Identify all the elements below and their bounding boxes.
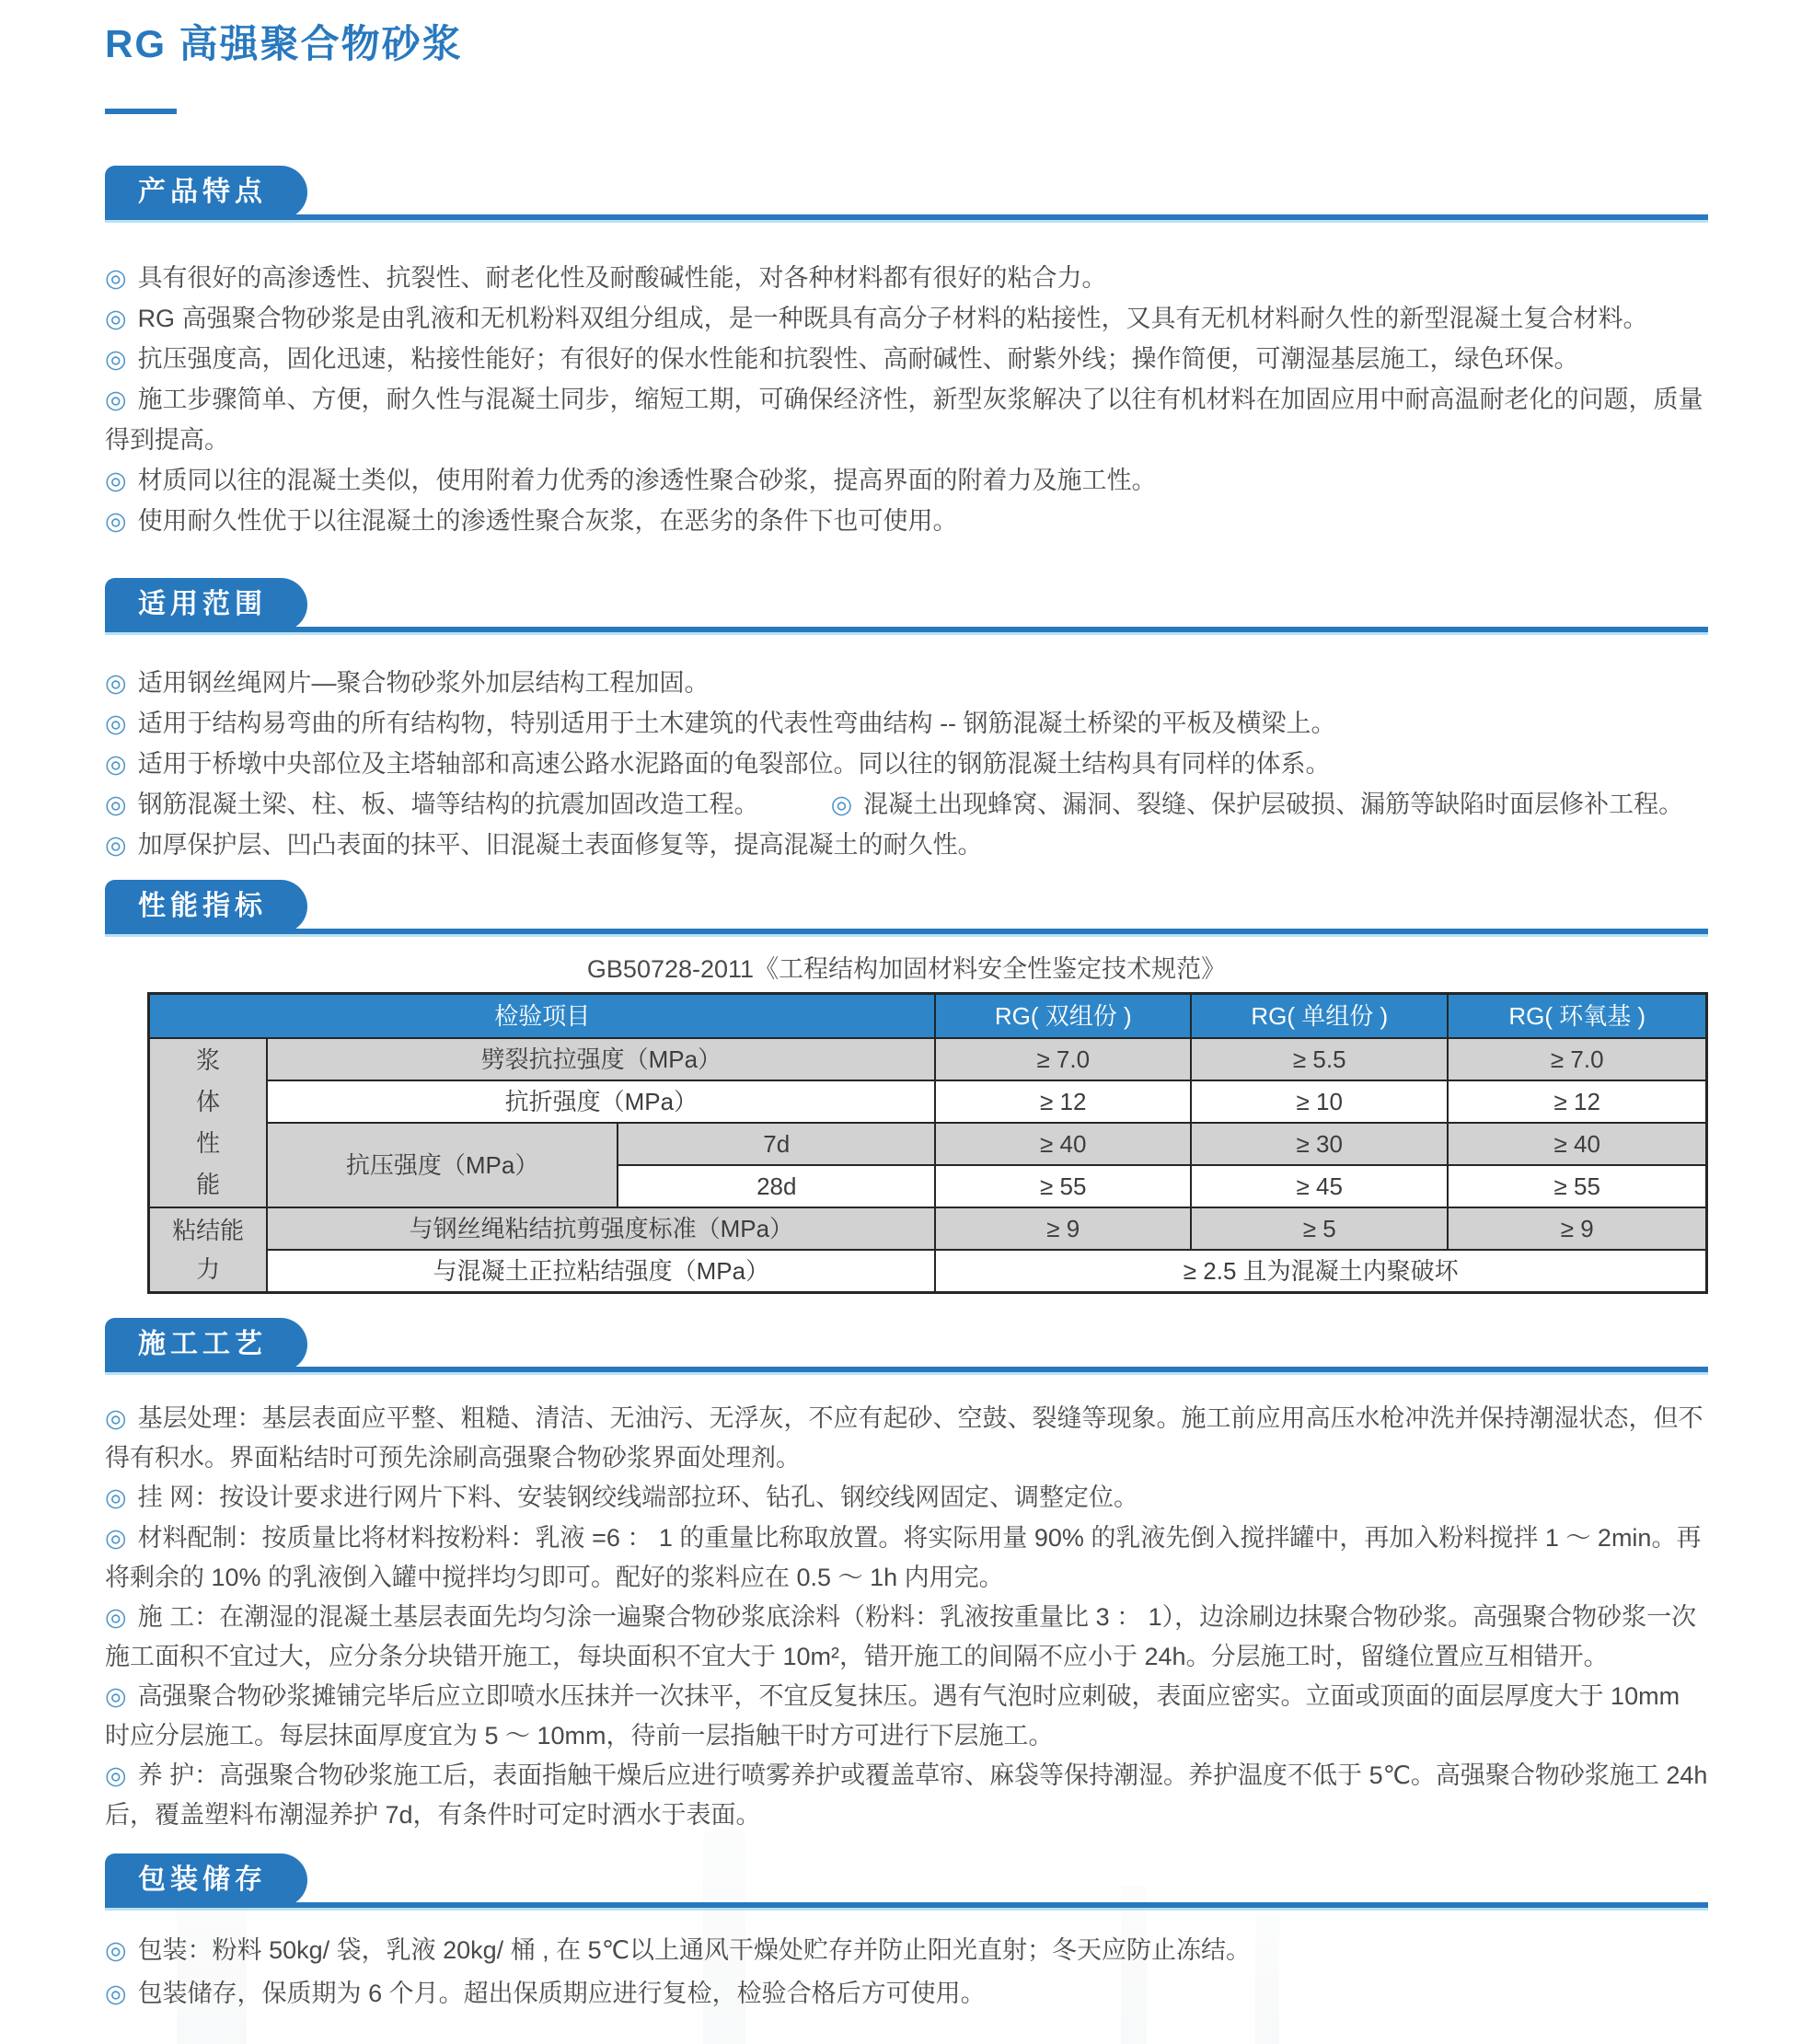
bullet-text: 抗压强度高，固化迅速，粘接性能好；有很好的保水性能和抗裂性、高耐碱性、耐紫外线；操作简便，可潮湿基层施工，绿色环保。 bbox=[137, 345, 1579, 373]
cell-value: ≥ 7.0 bbox=[935, 1038, 1191, 1080]
features-list bbox=[105, 258, 1708, 541]
section-rule bbox=[105, 1367, 1708, 1375]
cell-value: ≥ 55 bbox=[1448, 1165, 1706, 1207]
table-caption: GB50728-2011《工程结构加固材料安全性鉴定技术规范》 bbox=[586, 955, 1227, 983]
section-rule bbox=[105, 929, 1708, 937]
page-title: RG 高强聚合物砂浆 bbox=[105, 22, 463, 65]
sub-label-28d: 28d bbox=[618, 1165, 935, 1207]
bullet-text: 加厚保护层、凹凸表面的抹平、旧混凝土表面修复等，提高混凝土的耐久性。 bbox=[137, 831, 983, 859]
section-process bbox=[105, 1318, 1708, 1835]
bullet-icon: ◎ bbox=[105, 791, 127, 818]
bullet-icon: ◎ bbox=[105, 1936, 127, 1964]
table-row bbox=[149, 1250, 1707, 1293]
col-header-item: 检验项目 bbox=[149, 994, 936, 1039]
col-header-rg2: RG( 双组份 ) bbox=[935, 994, 1191, 1039]
section-header-scope bbox=[105, 578, 1708, 635]
cell-value: ≥ 9 bbox=[1448, 1207, 1706, 1250]
cell-value: ≥ 45 bbox=[1191, 1165, 1448, 1207]
performance-table bbox=[147, 992, 1708, 1294]
section-header-performance bbox=[105, 880, 1708, 937]
cell-value: ≥ 7.0 bbox=[1448, 1038, 1706, 1080]
process-list bbox=[105, 1399, 1708, 1835]
list-item bbox=[105, 1478, 1708, 1519]
col-header-rge: RG( 环氧基 ) bbox=[1448, 994, 1706, 1039]
bullet-icon: ◎ bbox=[105, 1524, 127, 1552]
list-item bbox=[105, 339, 1708, 379]
row-label: 抗折强度（MPa） bbox=[267, 1080, 935, 1123]
cell-value: ≥ 5.5 bbox=[1191, 1038, 1448, 1080]
list-item bbox=[105, 1929, 1708, 1972]
list-item bbox=[105, 1399, 1708, 1478]
bullet-icon: ◎ bbox=[105, 467, 127, 494]
bullet-text: RG 高强聚合物砂浆是由乳液和无机粉料双组分组成，是一种既具有高分子材料的粘接性，又具有无机材料耐久性的新型混凝土复合材料。 bbox=[137, 305, 1648, 332]
section-header-process bbox=[105, 1318, 1708, 1375]
section-badge-process: 施工工艺 bbox=[105, 1318, 307, 1371]
bullet-icon: ◎ bbox=[105, 345, 127, 373]
group-label-slurry: 浆体性能 bbox=[149, 1038, 268, 1207]
list-item bbox=[105, 825, 1708, 865]
cell-value: ≥ 55 bbox=[935, 1165, 1191, 1207]
list-item bbox=[105, 703, 1708, 744]
sub-label-7d: 7d bbox=[618, 1123, 935, 1165]
bullet-text: 钢筋混凝土梁、柱、板、墙等结构的抗震加固改造工程。 bbox=[137, 791, 759, 818]
bullet-text: 适用于桥墩中央部位及主塔轴部和高速公路水泥路面的龟裂部位。同以往的钢筋混凝土结构具有同样的体系。 bbox=[137, 750, 1331, 778]
section-packaging bbox=[105, 1853, 1708, 2015]
list-item bbox=[105, 379, 1708, 460]
bullet-text: 养 护：高强聚合物砂浆施工后，表面指触干燥后应进行喷雾养护或覆盖草帘、麻袋等保持潮湿。养护温度不低于 5℃。高强聚合物砂浆施工 24h 后，覆盖塑料布潮湿养护 7d，有条件时可定时洒水于表面。 bbox=[105, 1761, 1708, 1829]
bullet-icon: ◎ bbox=[105, 669, 127, 697]
bullet-icon: ◎ bbox=[105, 1603, 127, 1631]
table-row bbox=[149, 1038, 1707, 1080]
section-badge-scope: 适用范围 bbox=[105, 578, 307, 631]
bullet-icon: ◎ bbox=[105, 1682, 127, 1710]
section-features bbox=[105, 166, 1708, 541]
cell-value: ≥ 5 bbox=[1191, 1207, 1448, 1250]
bullet-text: 使用耐久性优于以往混凝土的渗透性聚合灰浆，在恶劣的条件下也可使用。 bbox=[137, 507, 958, 535]
bullet-icon: ◎ bbox=[105, 750, 127, 778]
list-item bbox=[105, 258, 1708, 298]
performance-table-wrap bbox=[147, 992, 1708, 1294]
list-item bbox=[105, 1677, 1708, 1756]
table-header-row bbox=[149, 994, 1707, 1039]
row-label-compressive: 抗压强度（MPa） bbox=[267, 1123, 618, 1207]
bullet-text: 适用于结构易弯曲的所有结构物，特别适用于土木建筑的代表性弯曲结构 -- 钢筋混凝土桥梁的平板及横梁上。 bbox=[137, 710, 1336, 737]
section-rule bbox=[105, 627, 1708, 635]
bullet-text: 具有很好的高渗透性、抗裂性、耐老化性及耐酸碱性能，对各种材料都有很好的粘合力。 bbox=[137, 264, 1107, 292]
bullet-icon: ◎ bbox=[105, 507, 127, 535]
list-item bbox=[105, 1756, 1708, 1835]
list-item bbox=[105, 298, 1708, 339]
list-item bbox=[105, 1972, 1708, 2015]
bullet-icon: ◎ bbox=[105, 1980, 127, 2007]
bullet-text: 基层处理：基层表面应平整、粗糙、清洁、无油污、无浮灰，不应有起砂、空鼓、裂缝等现象。施工前应用高压水枪冲洗并保持潮湿状态，但不得有积水。界面粘结时可预先涂刷高强聚合物砂浆界面处理剂。 bbox=[105, 1404, 1703, 1472]
group-label-bond: 粘结能力 bbox=[149, 1207, 268, 1293]
packaging-list bbox=[105, 1929, 1708, 2015]
section-header-packaging bbox=[105, 1853, 1708, 1911]
col-header-rg1: RG( 单组份 ) bbox=[1191, 994, 1448, 1039]
bullet-icon: ◎ bbox=[105, 264, 127, 292]
scope-list bbox=[105, 663, 1708, 865]
cell-value: ≥ 9 bbox=[935, 1207, 1191, 1250]
bullet-icon: ◎ bbox=[830, 791, 853, 818]
list-item bbox=[105, 1519, 1708, 1598]
table-row bbox=[149, 1207, 1707, 1250]
section-performance bbox=[105, 880, 1708, 1294]
bullet-text: 材质同以往的混凝土类似，使用附着力优秀的渗透性聚合砂浆，提高界面的附着力及施工性。 bbox=[137, 467, 1157, 494]
bullet-text: 施 工：在潮湿的混凝土基层表面先均匀涂一遍聚合物砂浆底涂料（粉料：乳液按重量比 3 ： 1），边涂刷边抹聚合物砂浆。高强聚合物砂浆一次施工面积不宜过大，应分条分块错开施工，每块面积不宜大于 10m²，错开施工的间隔不应小于 24h。分层施工时，留缝位置应互相错开。 bbox=[105, 1603, 1697, 1670]
bullet-text: 包装：粉料 50kg/ 袋，乳液 20kg/ 桶 , 在 5℃以上通风干燥处贮存并防止阳光直射；冬天应防止冻结。 bbox=[137, 1936, 1252, 1964]
section-rule bbox=[105, 214, 1708, 223]
bullet-text: 高强聚合物砂浆摊铺完毕后应立即喷水压抹并一次抹平，不宜反复抹压。遇有气泡时应刺破，表面应密实。立面或顶面的面层厚度大于 10mm 时应分层施工。每层抹面厚度宜为 5 ～ 10mm，待前一层指触干时方可进行下层施工。 bbox=[105, 1682, 1680, 1750]
bullet-text: 挂 网：按设计要求进行网片下料、安装钢绞线端部拉环、钻孔、钢绞线网固定、调整定位。 bbox=[137, 1484, 1139, 1511]
list-item-dual bbox=[105, 784, 1708, 825]
table-row bbox=[149, 1123, 1707, 1165]
section-header-features bbox=[105, 166, 1708, 223]
row-label: 与钢丝绳粘结抗剪强度标准（MPa） bbox=[267, 1207, 935, 1250]
section-badge-packaging: 包装储存 bbox=[105, 1853, 307, 1907]
cell-value: ≥ 12 bbox=[1448, 1080, 1706, 1123]
list-item bbox=[105, 663, 1708, 703]
list-item bbox=[105, 1598, 1708, 1677]
bullet-text: 施工步骤简单、方便，耐久性与混凝土同步，缩短工期，可确保经济性，新型灰浆解决了以往有机材料在加固应用中耐高温耐老化的问题，质量得到提高。 bbox=[105, 386, 1703, 454]
bullet-text: 包装储存，保质期为 6 个月。超出保质期应进行复检，检验合格后方可使用。 bbox=[137, 1980, 986, 2007]
bullet-text: 混凝土出现蜂窝、漏洞、裂缝、保护层破损、漏筋等缺陷时面层修补工程。 bbox=[863, 791, 1684, 818]
bullet-icon: ◎ bbox=[105, 1761, 127, 1789]
bullet-icon: ◎ bbox=[105, 1484, 127, 1511]
bullet-text: 适用钢丝绳网片—聚合物砂浆外加层结构工程加固。 bbox=[137, 669, 710, 697]
section-badge-performance: 性能指标 bbox=[105, 880, 307, 933]
list-item bbox=[105, 460, 1708, 501]
cell-value: ≥ 30 bbox=[1191, 1123, 1448, 1165]
bullet-text: 材料配制：按质量比将材料按粉料：乳液 =6 ： 1 的重量比称取放置。将实际用量 90% 的乳液先倒入搅拌罐中，再加入粉料搅拌 1 ～ 2min。再将剩余的 10% 的乳液倒入罐中搅拌均匀即可。配好的浆料应在 0.5 ～ 1h 内用完。 bbox=[105, 1524, 1702, 1591]
bullet-icon: ◎ bbox=[105, 1404, 127, 1432]
bullet-icon: ◎ bbox=[105, 710, 127, 737]
cell-value: ≥ 40 bbox=[935, 1123, 1191, 1165]
title-underline bbox=[105, 109, 177, 114]
cell-value: ≥ 10 bbox=[1191, 1080, 1448, 1123]
bullet-icon: ◎ bbox=[105, 386, 127, 413]
list-item bbox=[105, 501, 1708, 541]
bullet-icon: ◎ bbox=[105, 305, 127, 332]
cell-value: ≥ 12 bbox=[935, 1080, 1191, 1123]
section-scope bbox=[105, 578, 1708, 865]
row-label: 与混凝土正拉粘结强度（MPa） bbox=[267, 1250, 935, 1293]
section-badge-features: 产品特点 bbox=[105, 166, 307, 219]
cell-value-merged: ≥ 2.5 且为混凝土内聚破坏 bbox=[935, 1250, 1706, 1293]
table-row bbox=[149, 1080, 1707, 1123]
list-item bbox=[105, 744, 1708, 784]
bullet-icon: ◎ bbox=[105, 831, 127, 859]
row-label: 劈裂抗拉强度（MPa） bbox=[267, 1038, 935, 1080]
cell-value: ≥ 40 bbox=[1448, 1123, 1706, 1165]
section-rule bbox=[105, 1902, 1708, 1911]
